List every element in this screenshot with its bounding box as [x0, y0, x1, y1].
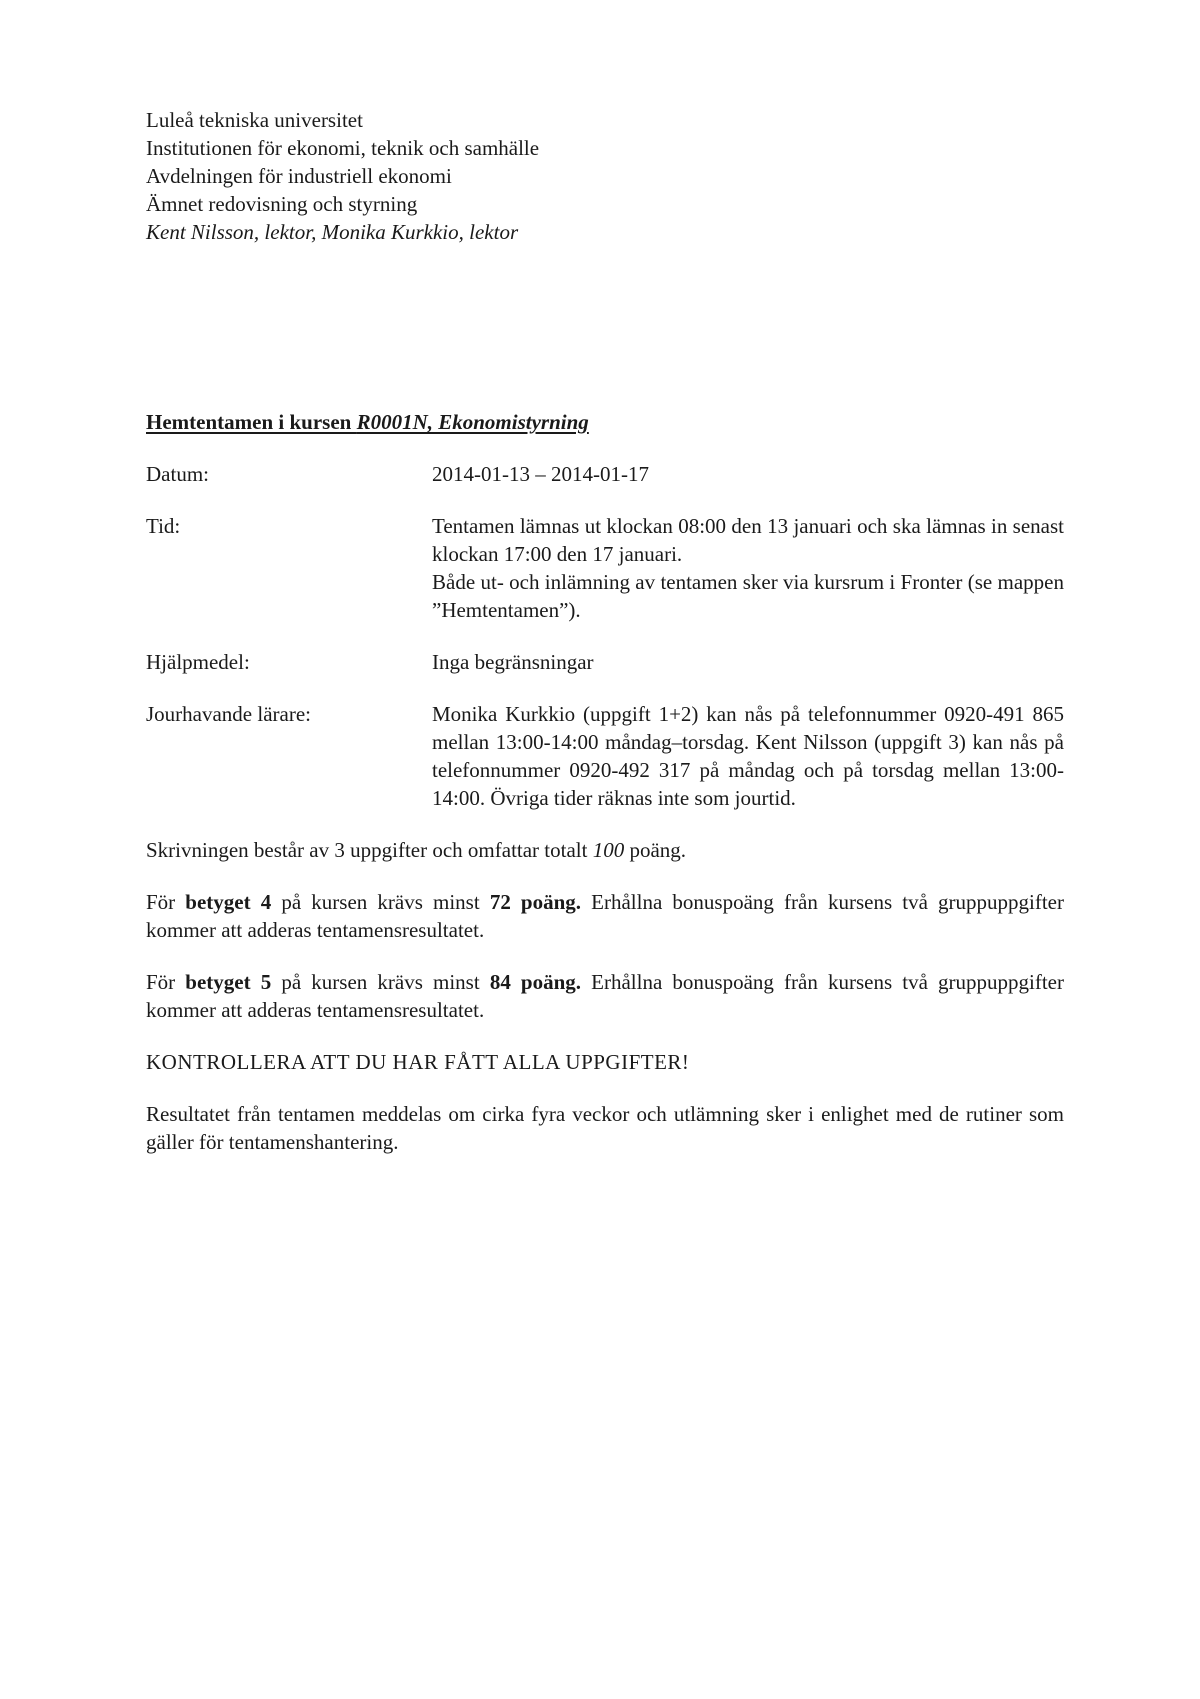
tid-value [432, 512, 1064, 624]
jour-label: Jourhavande lärare: [146, 702, 311, 726]
check-tasks-notice: KONTROLLERA ATT DU HAR FÅTT ALLA UPPGIFTER! [146, 1050, 690, 1074]
institution-name: Institutionen för ekonomi, teknik och samhälle [146, 136, 540, 160]
subject-name: Ämnet redovisning och styrning [146, 192, 418, 216]
exam-scope-paragraph [146, 836, 1064, 864]
grade-4-text-2: på kursen krävs minst [271, 890, 490, 914]
grade-4-text-1: För [146, 890, 186, 914]
exam-title-prefix: Hemtentamen i kursen [146, 410, 357, 434]
grade-4-points: 72 poäng. [489, 890, 582, 914]
detail-row-datum [146, 460, 1064, 488]
scope-text-before: Skrivningen består av 3 uppgifter och omfattar totalt [146, 838, 593, 862]
grade-5-points: 84 poäng. [489, 970, 582, 994]
grade-4-text-3: Erhållna bonuspoäng från kursens två gruppuppgifter kommer att adderas tentamensresultatet. [146, 890, 1064, 942]
tid-value-line-1: Tentamen lämnas ut klockan 08:00 den 13 januari och ska lämnas in senast klockan 17:00 den 17 januari. [432, 514, 1064, 566]
exam-course-name: R0001N, Ekonomistyrning [356, 410, 589, 434]
datum-label: Datum: [146, 462, 209, 486]
authors-line: Kent Nilsson, lektor, Monika Kurkkio, lektor [146, 220, 519, 244]
grade-5-text-2: på kursen krävs minst [271, 970, 490, 994]
jour-value: Monika Kurkkio (uppgift 1+2) kan nås på telefonnummer 0920-491 865 mellan 13:00-14:00 måndag–torsdag. Kent Nilsson (uppgift 3) kan nås på telefonnummer 0920-492 317 på måndag och på torsdag mellan 13:00-14:00. Övriga tider räknas inte som jourtid. [432, 702, 1064, 810]
document-content [146, 408, 1064, 1180]
hjalpmedel-value: Inga begränsningar [432, 650, 594, 674]
division-name: Avdelningen för industriell ekonomi [146, 164, 452, 188]
detail-row-tid [146, 512, 1064, 624]
document-header [146, 106, 846, 246]
grade-4-label: betyget 4 [185, 890, 272, 914]
detail-row-hjalpmedel [146, 648, 1064, 676]
hjalpmedel-label: Hjälpmedel: [146, 650, 250, 674]
grade-5-label: betyget 5 [185, 970, 272, 994]
tid-label: Tid: [146, 514, 181, 538]
grade-5-text-3: Erhållna bonuspoäng från kursens två gruppuppgifter kommer att adderas tentamensresultatet. [146, 970, 1064, 1022]
grade-5-paragraph [146, 968, 1064, 1024]
result-paragraph: Resultatet från tentamen meddelas om cirka fyra veckor och utlämning sker i enlighet med de rutiner som gäller för tentamenshantering. [146, 1102, 1064, 1154]
detail-row-jour [146, 700, 1064, 812]
tid-value-line-2: Både ut- och inlämning av tentamen sker via kursrum i Fronter (se mappen ”Hemtentamen”). [432, 570, 1064, 622]
datum-value: 2014-01-13 – 2014-01-17 [432, 462, 649, 486]
scope-points: 100 [592, 838, 625, 862]
grade-5-text-1: För [146, 970, 186, 994]
exam-title [146, 408, 1064, 436]
university-name: Luleå tekniska universitet [146, 108, 363, 132]
scope-text-after: poäng. [624, 838, 687, 862]
grade-4-paragraph [146, 888, 1064, 944]
